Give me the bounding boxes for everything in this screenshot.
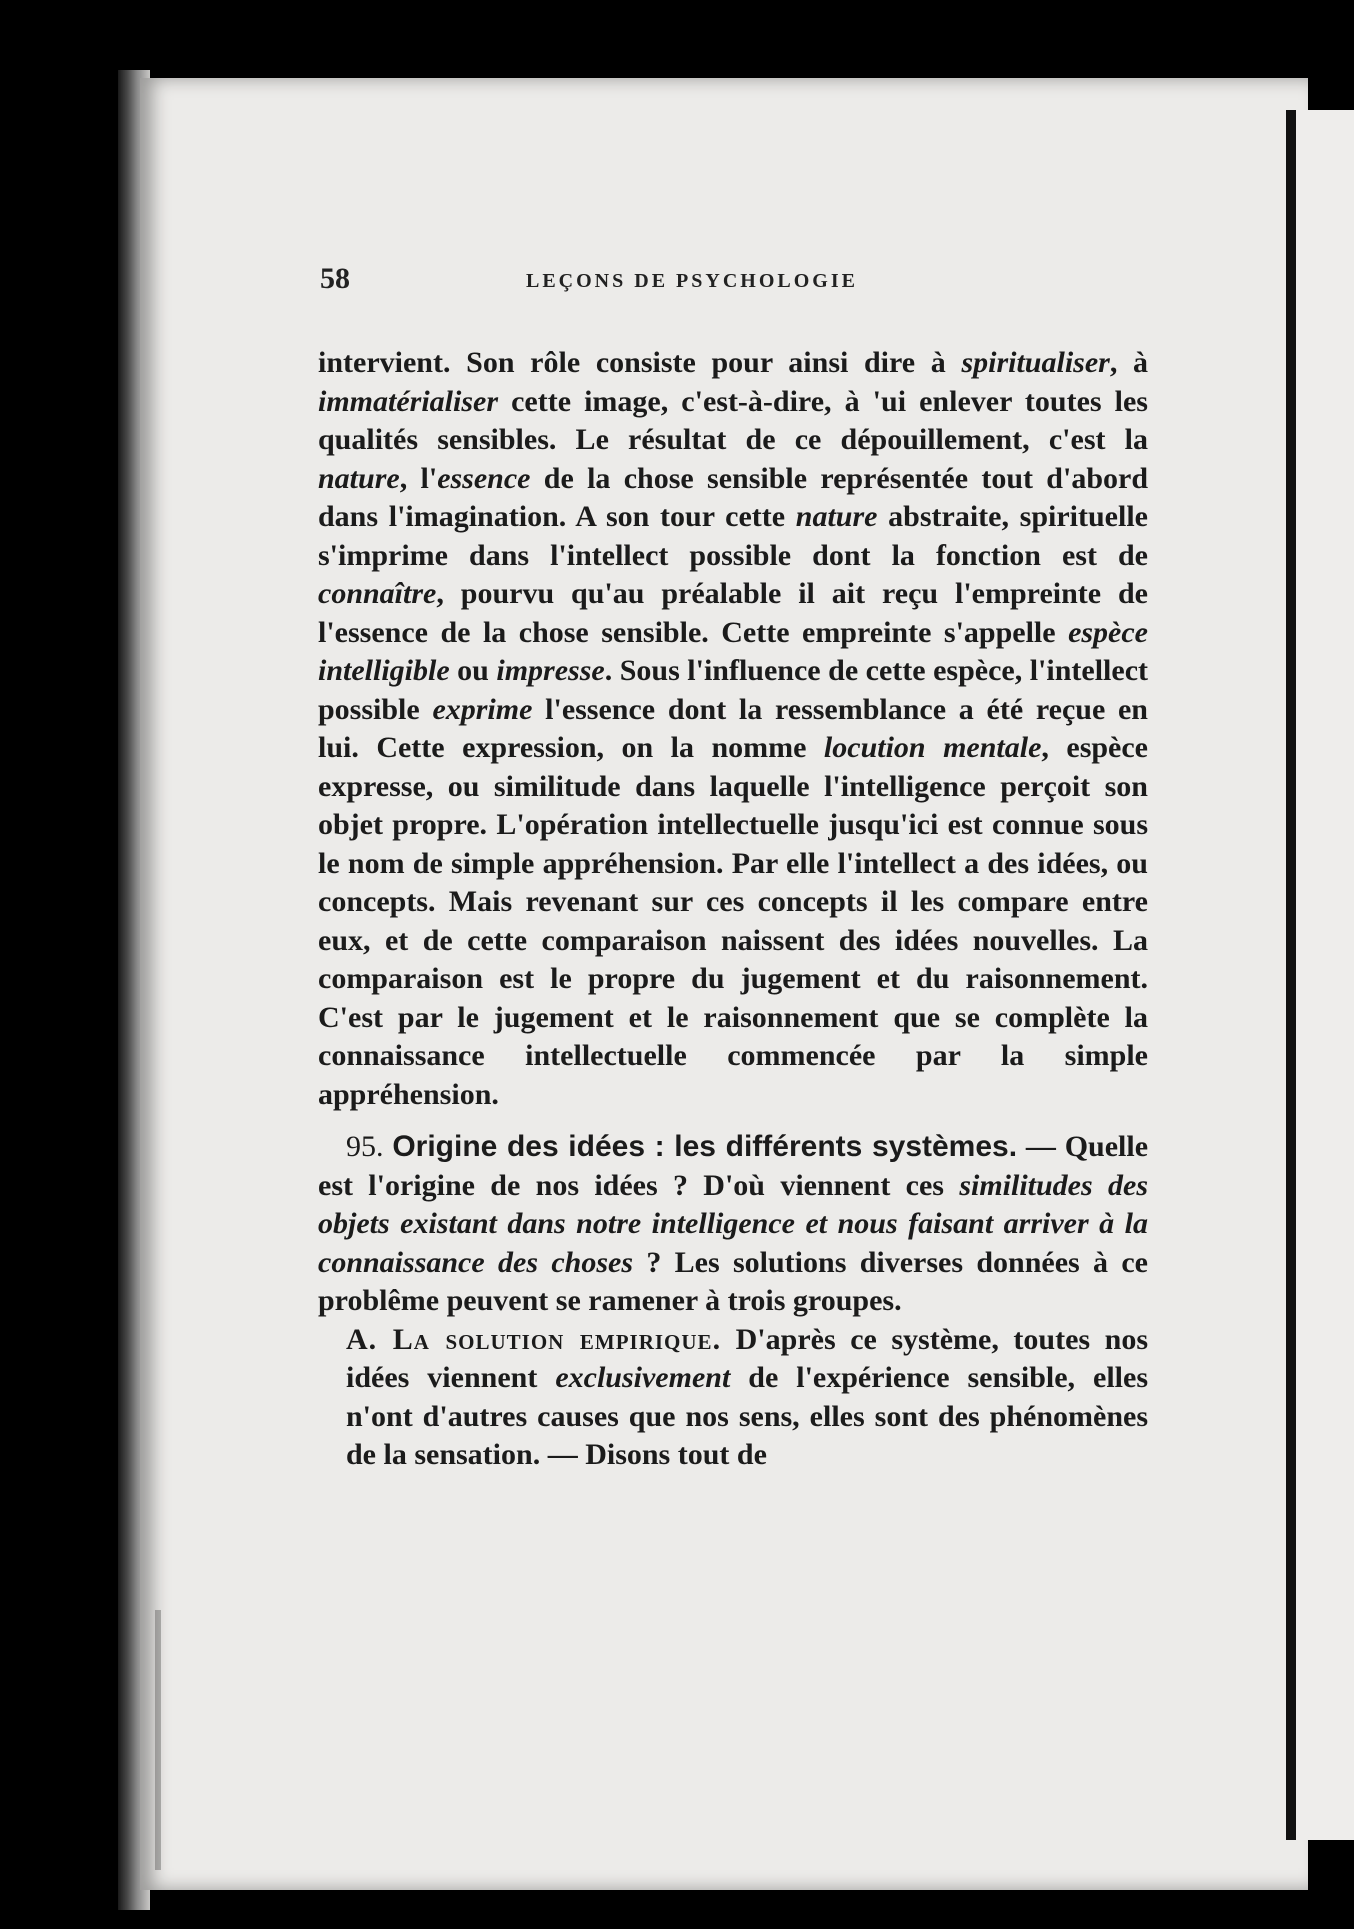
text-run: , pourvu qu'au préalable il ait reçu l'empreinte de l'essence de la chose sensible. Cette empreinte s'appelle <box>318 577 1148 649</box>
running-head: LEÇONS DE PSYCHOLOGIE <box>526 270 858 292</box>
italic-term: spiritualiser <box>961 346 1110 379</box>
section-heading: Origine des idées : les différents systèmes. <box>392 1130 1018 1163</box>
italic-term: nature <box>795 500 878 533</box>
italic-term: essence <box>437 461 531 495</box>
italic-term: impresse <box>496 654 605 687</box>
paragraph-3 <box>318 1321 1148 1475</box>
paragraph-2 <box>318 1128 1148 1321</box>
page-number: 58 <box>320 262 350 295</box>
subsection-label: A. La solution empirique. <box>346 1322 722 1356</box>
italic-term: exprime <box>432 692 533 726</box>
text-run: intervient. Son rôle consiste pour ainsi dire à <box>318 346 962 379</box>
text-run: de la chose sensible représentée tout d'abord dans l'imagination. A son tour cette <box>318 461 1149 533</box>
section-number: 95. <box>346 1130 384 1163</box>
body-text <box>318 344 1148 1475</box>
text-run: de l'expérience sensible, elles n'ont d'autres causes que nos sens, elles sont des phénomènes de la sensation. — Disons tout de <box>346 1361 1148 1471</box>
italic-term: nature <box>318 461 400 495</box>
italic-term: immatérialiser <box>318 384 498 418</box>
page-header <box>320 262 1140 302</box>
text-run: , espèce expresse, ou similitude dans laquelle l'intelligence perçoit son objet propre. L'opération intellectuelle jusqu'ici est connue sous le nom de simple appréhension. Par elle l'intellect a des idées, ou concepts. Mais revenant sur ces concepts il les compare entre eux, et de cette comparaison naissent des idées nouvelles. La comparaison est le propre du jugement et du raisonnement. C'est par le jugement et le raisonnement que se complète la connaissance intellectuelle commencée par la simple appréhension. <box>318 731 1148 1111</box>
paragraph-1 <box>318 344 1148 1114</box>
italic-term: locution mentale <box>823 731 1042 764</box>
text-run: l'essence dont la ressemblance a été reçue en lui. Cette expression, on la nomme <box>318 692 1148 764</box>
facing-page-edge <box>1286 110 1354 1840</box>
gutter-smudge <box>155 1610 161 1870</box>
text-run: . Sous l'influence de cette espèce, l'intellect possible <box>318 654 1148 726</box>
text-run: cette image, c'est-à-dire, à 'ui enlever toutes les qualités sensibles. Le résultat de ce dépouillement, c'est la <box>318 384 1148 456</box>
text-run: ? Les solutions diverses données à ce problême peuvent se ramener à trois groupes. <box>318 1245 1148 1317</box>
italic-term: exclusivement <box>555 1361 731 1394</box>
text-run: , l' <box>399 461 438 495</box>
text-run: D'après ce système, toutes nos idées viennent <box>346 1322 1148 1394</box>
text-run: — Quelle est l'origine de nos idées ? D'où viennent ces <box>318 1130 1149 1202</box>
italic-term: connaître <box>318 577 437 610</box>
italic-term: espèce intelligible <box>318 615 1148 687</box>
italic-term: similitudes des objets existant dans notre intelligence et nous faisant arriver à la connaissance des choses <box>318 1168 1148 1279</box>
text-run: , à <box>1109 346 1148 379</box>
text-run: abstraite, spirituelle s'imprime dans l'intellect possible dont la fonction est de <box>318 500 1148 572</box>
text-run: ou <box>449 654 497 687</box>
